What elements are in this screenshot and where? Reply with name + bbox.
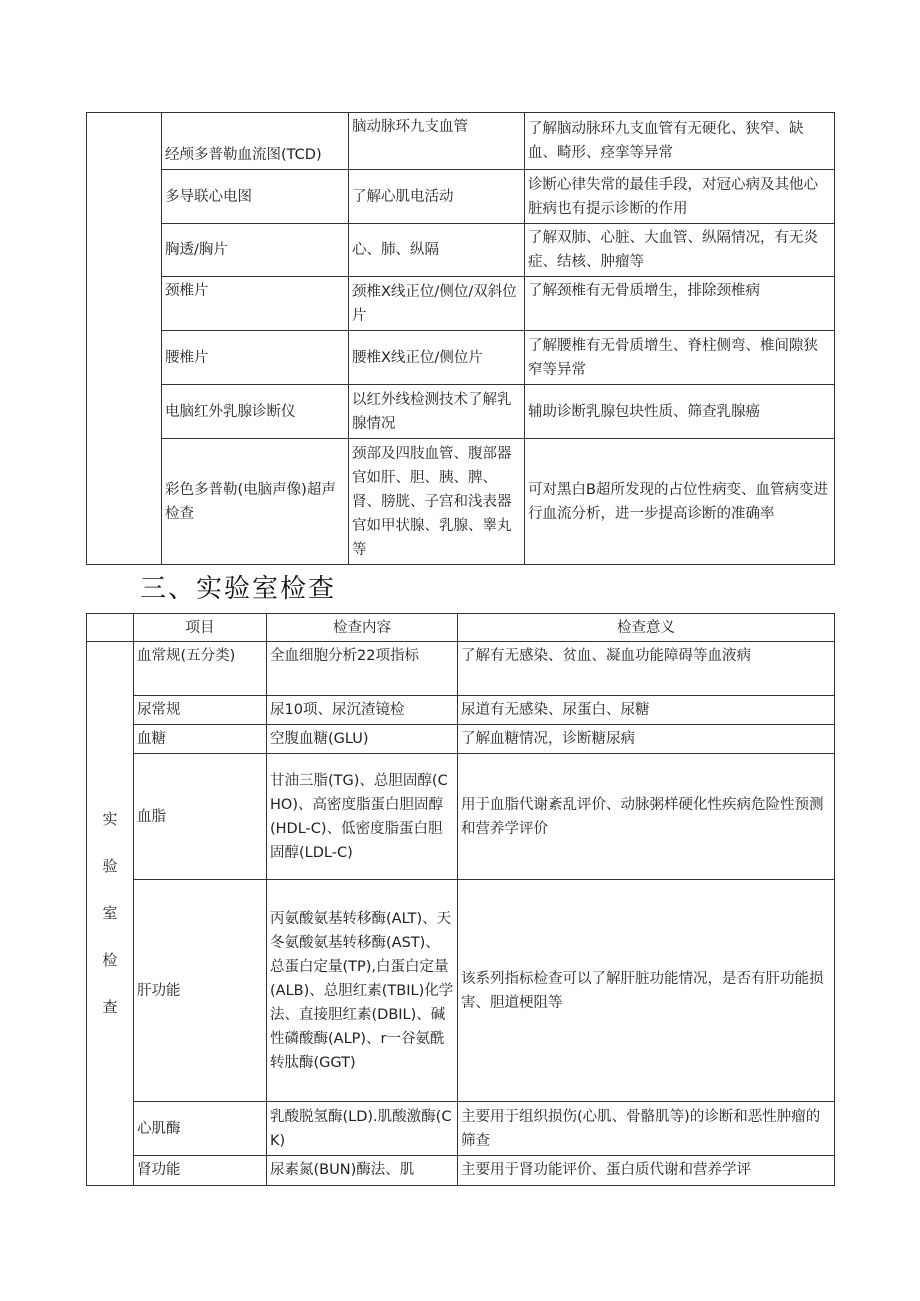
content-cell: 脑动脉环九支血管	[349, 113, 525, 170]
item-cell: 腰椎片	[162, 331, 349, 385]
table-row	[87, 170, 835, 224]
item-cell: 颈椎片	[162, 277, 349, 331]
content-cell: 空腹血糖(GLU)	[267, 725, 458, 754]
category-cell-empty	[87, 113, 162, 565]
content-cell: 甘油三脂(TG)、总胆固醇(CHO)、高密度脂蛋白胆固醇(HDL-C)、低密度脂蛋白胆固醇(LDL-C)	[267, 754, 458, 880]
header-significance: 检查意义	[458, 614, 835, 642]
content-cell: 心、肺、纵隔	[349, 224, 525, 277]
category-char: 室	[102, 904, 118, 922]
lab-exam-table	[86, 613, 835, 1186]
item-cell: 彩色多普勒(电脑声像)超声检查	[162, 439, 349, 565]
significance-cell: 了解腰椎有无骨质增生、脊柱侧弯、椎间隙狭窄等异常	[525, 331, 835, 385]
significance-cell: 主要用于组织损伤(心肌、骨骼肌等)的诊断和恶性肿瘤的筛查	[458, 1102, 835, 1156]
significance-cell: 了解脑动脉环九支血管有无硬化、狭窄、缺血、畸形、痉挛等异常	[525, 113, 835, 170]
significance-cell: 可对黑白B超所发现的占位性病变、血管病变进行血流分析，进一步提高诊断的准确率	[525, 439, 835, 565]
table-row	[87, 439, 835, 565]
item-cell: 多导联心电图	[162, 170, 349, 224]
table-row	[87, 880, 835, 1102]
content-cell: 腰椎X线正位/侧位片	[349, 331, 525, 385]
content-cell: 尿10项、尿沉渣镜检	[267, 696, 458, 725]
significance-cell: 尿道有无感染、尿蛋白、尿糖	[458, 696, 835, 725]
significance-cell: 诊断心律失常的最佳手段，对冠心病及其他心脏病也有提示诊断的作用	[525, 170, 835, 224]
section-heading: 三、实验室检查	[140, 574, 337, 604]
item-cell: 肝功能	[134, 880, 267, 1102]
category-char: 验	[102, 857, 118, 875]
table-row	[87, 385, 835, 439]
category-char: 检	[102, 951, 118, 969]
content-cell: 丙氨酸氨基转移酶(ALT)、天冬氨酸氨基转移酶(AST)、总蛋白定量(TP),白蛋白定量(ALB)、总胆红素(TBIL)化学法、直接胆红素(DBIL)、碱性磷酸酶(ALP)、r一谷氨酰转肽酶(GGT)	[267, 880, 458, 1102]
content-cell: 尿素氮(BUN)酶法、肌	[267, 1156, 458, 1186]
item-cell: 经颅多普勒血流图(TCD)	[162, 113, 349, 170]
significance-cell: 辅助诊断乳腺包块性质、筛查乳腺癌	[525, 385, 835, 439]
table-row	[87, 725, 835, 754]
table-row	[87, 113, 835, 170]
imaging-exam-table	[86, 112, 835, 565]
table-row	[87, 1102, 835, 1156]
item-cell: 肾功能	[134, 1156, 267, 1186]
header-item: 项目	[134, 614, 267, 642]
header-category	[87, 614, 134, 642]
table-row	[87, 224, 835, 277]
significance-cell: 了解双肺、心脏、大血管、纵隔情况，有无炎症、结核、肿瘤等	[525, 224, 835, 277]
table-row	[87, 277, 835, 331]
table-row	[87, 331, 835, 385]
significance-cell: 了解血糖情况，诊断糖尿病	[458, 725, 835, 754]
significance-cell: 了解有无感染、贫血、凝血功能障碍等血液病	[458, 642, 835, 696]
content-cell: 颈部及四肢血管、腹部器官如肝、胆、胰、脾、肾、膀胱、子宫和浅表器官如甲状腺、乳腺、睾丸等	[349, 439, 525, 565]
category-char: 查	[102, 998, 118, 1016]
item-cell: 血常规(五分类)	[134, 642, 267, 696]
table-row	[87, 754, 835, 880]
content-cell: 全血细胞分析22项指标	[267, 642, 458, 696]
significance-cell: 了解颈椎有无骨质增生，排除颈椎病	[525, 277, 835, 331]
item-cell: 胸透/胸片	[162, 224, 349, 277]
content-cell: 乳酸脱氢酶(LD).肌酸激酶(CK)	[267, 1102, 458, 1156]
item-cell: 尿常规	[134, 696, 267, 725]
table-header-row	[87, 614, 835, 642]
content-cell: 了解心肌电活动	[349, 170, 525, 224]
content-cell: 颈椎X线正位/侧位/双斜位片	[349, 277, 525, 331]
table-row	[87, 642, 835, 696]
table-row	[87, 1156, 835, 1186]
category-cell	[87, 642, 134, 1186]
item-cell: 血脂	[134, 754, 267, 880]
significance-cell: 主要用于肾功能评价、蛋白质代谢和营养学评	[458, 1156, 835, 1186]
significance-cell: 该系列指标检查可以了解肝脏功能情况，是否有肝功能损害、胆道梗阻等	[458, 880, 835, 1102]
item-cell: 心肌酶	[134, 1102, 267, 1156]
header-content: 检查内容	[267, 614, 458, 642]
category-char: 实	[102, 810, 118, 828]
content-cell: 以红外线检测技术了解乳腺情况	[349, 385, 525, 439]
item-cell: 电脑红外乳腺诊断仪	[162, 385, 349, 439]
item-cell: 血糖	[134, 725, 267, 754]
significance-cell: 用于血脂代谢紊乱评价、动脉粥样硬化性疾病危险性预测和营养学评价	[458, 754, 835, 880]
table-row	[87, 696, 835, 725]
